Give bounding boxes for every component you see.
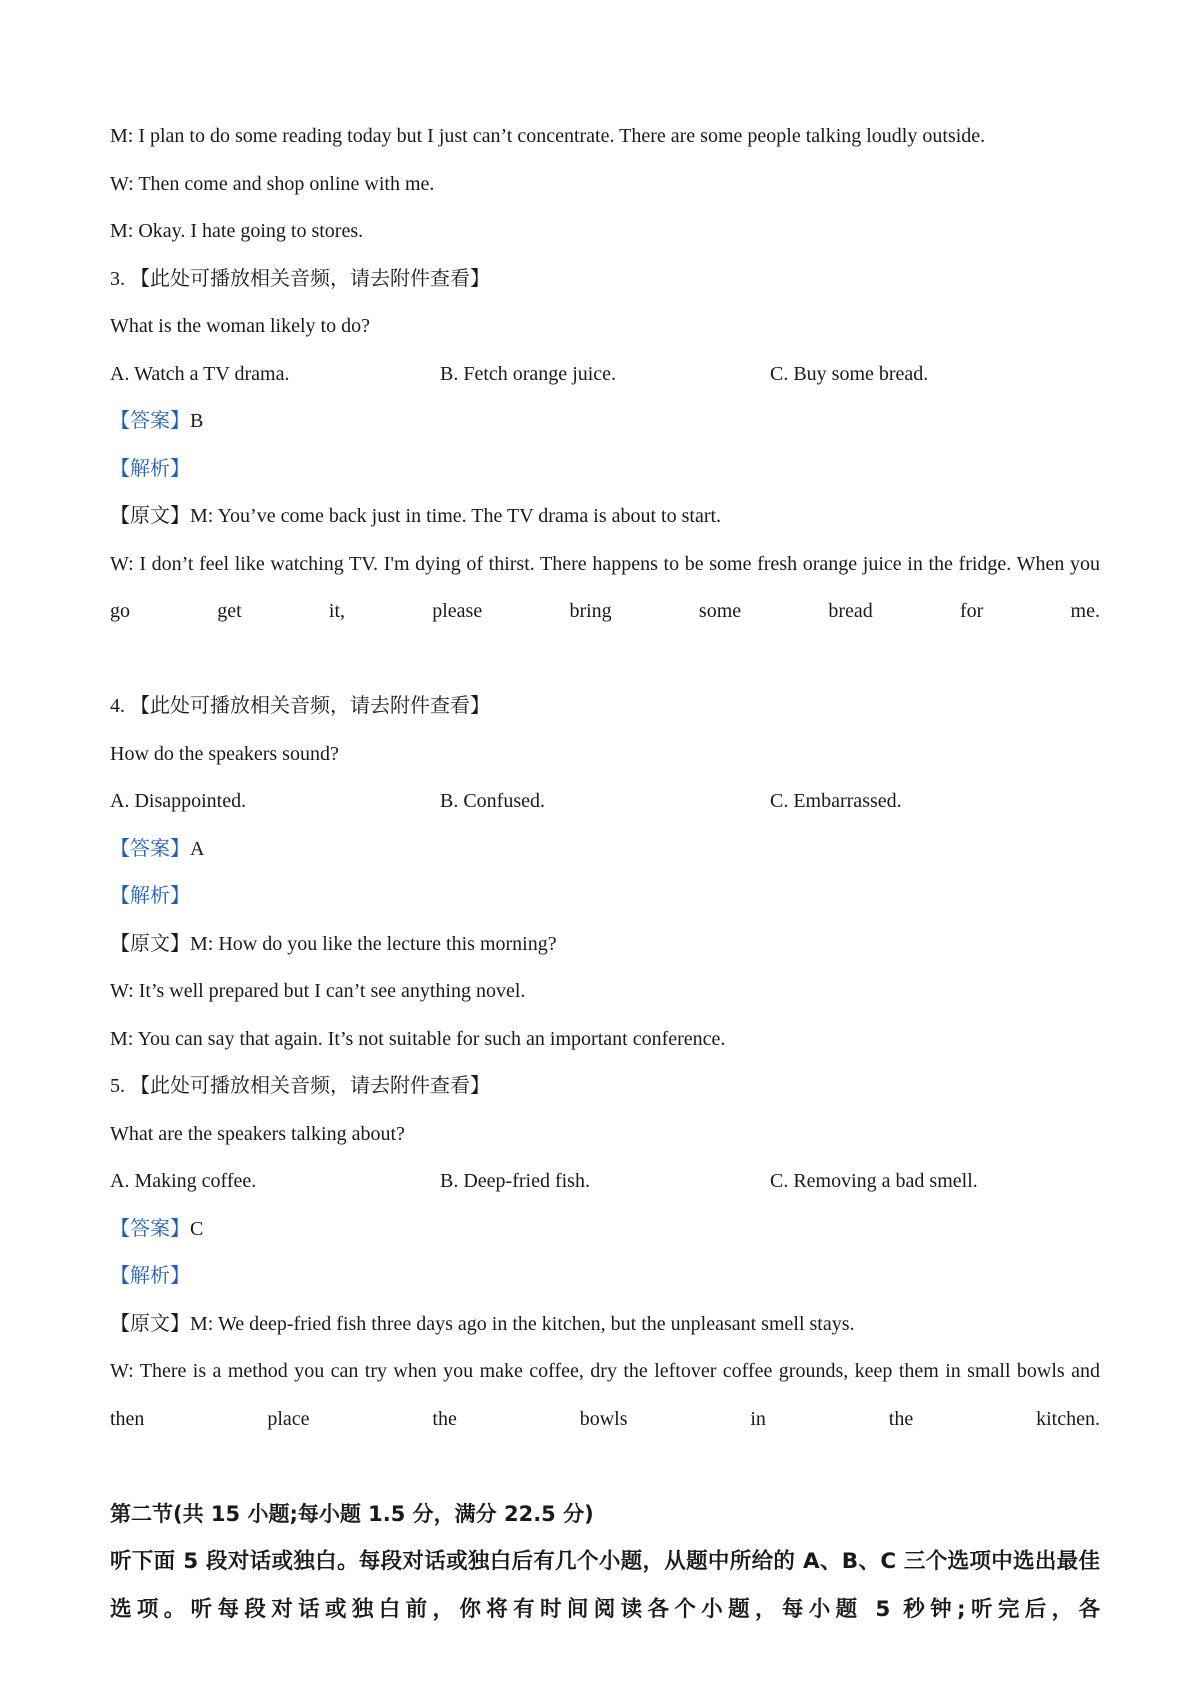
- document-page: [110, 113, 1100, 1681]
- question-4-audio-line: [110, 683, 1100, 731]
- question-3-analysis: [110, 446, 1100, 494]
- section-instructions: 听下面 5 段对话或独白。每段对话或独白后有几个小题，从题中所给的 A、B、C 三个选项中选出最佳选项。听每段对话或独白前，你将有时间阅读各个小题，每小题 5 秒钟;听完后，各: [110, 1549, 1100, 1622]
- question-5-original: [110, 1301, 1100, 1349]
- question-4-text: How do the speakers sound?: [110, 742, 339, 765]
- option-c: C. Buy some bread.: [770, 362, 929, 385]
- answer-tag: 【答案】: [110, 1217, 190, 1240]
- question-5-options: [110, 1158, 1100, 1206]
- analysis-tag: 【解析】: [110, 457, 190, 480]
- question-4-analysis: [110, 873, 1100, 921]
- original-text: M: We deep-fried fish three days ago in the kitchen, but the unpleasant smell stays.: [190, 1312, 855, 1335]
- question-3-original: [110, 493, 1100, 541]
- question-4-original: [110, 921, 1100, 969]
- question-number: 3.: [110, 267, 125, 290]
- option-c: C. Removing a bad smell.: [770, 1170, 978, 1192]
- original-text: M: How do you like the lecture this morning?: [190, 932, 557, 955]
- original-text: M: You’ve come back just in time. The TV drama is about to start.: [190, 505, 722, 527]
- option-b: B. Deep-fried fish.: [440, 1170, 590, 1192]
- option-a: A. Disappointed.: [110, 790, 247, 812]
- answer-tag: 【答案】: [110, 410, 190, 432]
- dialogue-line: W: Then come and shop online with me.: [110, 172, 435, 195]
- answer-value: C: [190, 1217, 204, 1240]
- question-5-answer: [110, 1206, 1100, 1254]
- analysis-tag: 【解析】: [110, 885, 190, 907]
- question-3-answer: [110, 398, 1100, 446]
- dialogue-line: M: Okay. I hate going to stores.: [110, 220, 364, 242]
- audio-placeholder[interactable]: 【此处可播放相关音频，请去附件查看】: [130, 267, 490, 290]
- question-5-text: What are the speakers talking about?: [110, 1122, 405, 1145]
- audio-placeholder[interactable]: 【此处可播放相关音频，请去附件查看】: [130, 695, 490, 717]
- question-4-options: [110, 778, 1100, 826]
- question-5-audio-line: [110, 1063, 1100, 1111]
- analysis-tag: 【解析】: [110, 1265, 190, 1287]
- dialogue-line: W: There is a method you can try when you make coffee, dry the leftover coffee grounds, keep them in small bowls and then place the bowls in the kitchen.: [110, 1360, 1100, 1430]
- original-tag: 【原文】: [110, 505, 190, 527]
- question-number: 5.: [110, 1075, 125, 1097]
- dialogue-line: M: You can say that again. It’s not suitable for such an important conference.: [110, 1027, 726, 1050]
- section-heading: 第二节(共 15 小题;每小题 1.5 分，满分 22.5 分): [110, 1501, 594, 1526]
- question-number: 4.: [110, 695, 125, 717]
- question-3-audio-line: [110, 256, 1100, 304]
- option-b: B. Fetch orange juice.: [440, 362, 617, 385]
- question-5-analysis: [110, 1253, 1100, 1301]
- audio-placeholder[interactable]: 【此处可播放相关音频，请去附件查看】: [130, 1075, 490, 1097]
- option-b: B. Confused.: [440, 790, 545, 812]
- option-a: A. Watch a TV drama.: [110, 362, 290, 385]
- original-tag: 【原文】: [110, 932, 190, 955]
- question-4-answer: [110, 826, 1100, 874]
- dialogue-line: W: I don’t feel like watching TV. I'm dying of thirst. There happens to be some fresh orange juice in the fridge. When you go get it, please bring some bread for me.: [110, 552, 1100, 622]
- question-3-text: What is the woman likely to do?: [110, 315, 370, 337]
- answer-value: B: [190, 410, 204, 432]
- answer-tag: 【答案】: [110, 837, 190, 860]
- option-a: A. Making coffee.: [110, 1170, 257, 1192]
- question-3-options: [110, 351, 1100, 399]
- dialogue-line: M: I plan to do some reading today but I just can’t concentrate. There are some people talking loudly outside.: [110, 125, 986, 147]
- dialogue-line: W: It’s well prepared but I can’t see anything novel.: [110, 980, 526, 1002]
- answer-value: A: [190, 837, 205, 860]
- original-tag: 【原文】: [110, 1312, 190, 1335]
- option-c: C. Embarrassed.: [770, 790, 902, 812]
